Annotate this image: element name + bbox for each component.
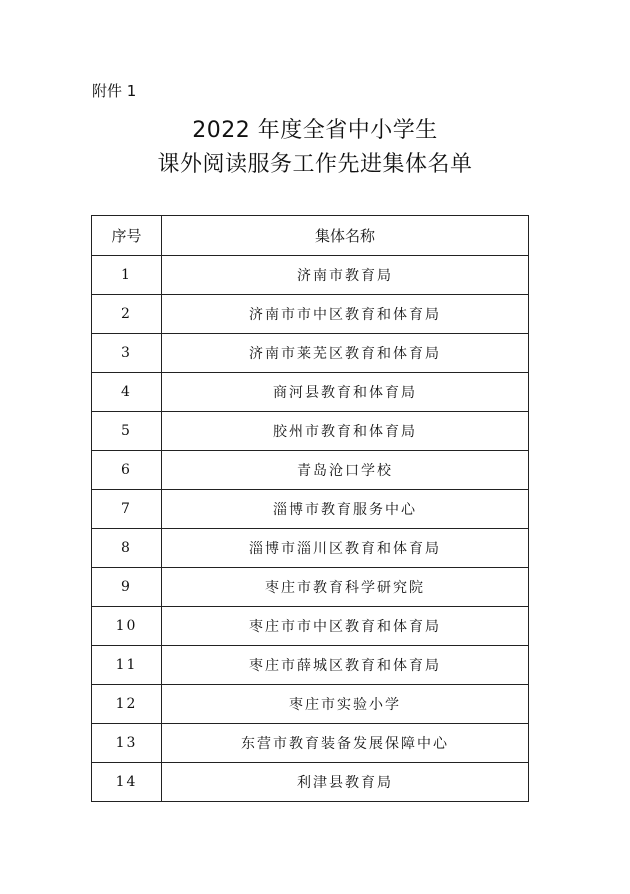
row-index: 5 [92,412,162,451]
table-row [92,295,529,334]
table-row [92,763,529,802]
attachment-label: 附件 1 [92,82,137,100]
column-header-index: 序号 [92,216,162,256]
row-index: 2 [92,295,162,334]
row-index: 14 [92,763,162,802]
row-unit-name: 枣庄市教育科学研究院 [162,568,529,607]
row-unit-name: 胶州市教育和体育局 [162,412,529,451]
row-unit-name: 东营市教育装备发展保障中心 [162,724,529,763]
row-index: 9 [92,568,162,607]
table-row [92,451,529,490]
row-unit-name: 枣庄市市中区教育和体育局 [162,607,529,646]
document-title-line2: 课外阅读服务工作先进集体名单 [157,152,473,177]
row-unit-name: 济南市莱芜区教育和体育局 [162,334,529,373]
row-unit-name: 青岛沧口学校 [162,451,529,490]
row-index: 12 [92,685,162,724]
column-header-name: 集体名称 [162,216,529,256]
row-unit-name: 济南市市中区教育和体育局 [162,295,529,334]
row-index: 13 [92,724,162,763]
table-row [92,412,529,451]
document-title-line1: 2022 年度全省中小学生 [192,118,438,143]
table-row [92,334,529,373]
row-unit-name: 淄博市淄川区教育和体育局 [162,529,529,568]
row-unit-name: 利津县教育局 [162,763,529,802]
row-unit-name: 枣庄市薛城区教育和体育局 [162,646,529,685]
table-row [92,490,529,529]
table-row [92,568,529,607]
table-row [92,529,529,568]
table-row [92,256,529,295]
row-index: 11 [92,646,162,685]
row-unit-name: 淄博市教育服务中心 [162,490,529,529]
row-unit-name: 枣庄市实验小学 [162,685,529,724]
row-index: 1 [92,256,162,295]
row-index: 8 [92,529,162,568]
row-index: 6 [92,451,162,490]
row-index: 7 [92,490,162,529]
table-row [92,646,529,685]
table-header-row [92,216,529,256]
row-index: 3 [92,334,162,373]
unit-list-table [91,215,529,802]
table-row [92,724,529,763]
row-index: 10 [92,607,162,646]
table-row [92,685,529,724]
row-index: 4 [92,373,162,412]
table-row [92,373,529,412]
row-unit-name: 济南市教育局 [162,256,529,295]
table-row [92,607,529,646]
row-unit-name: 商河县教育和体育局 [162,373,529,412]
